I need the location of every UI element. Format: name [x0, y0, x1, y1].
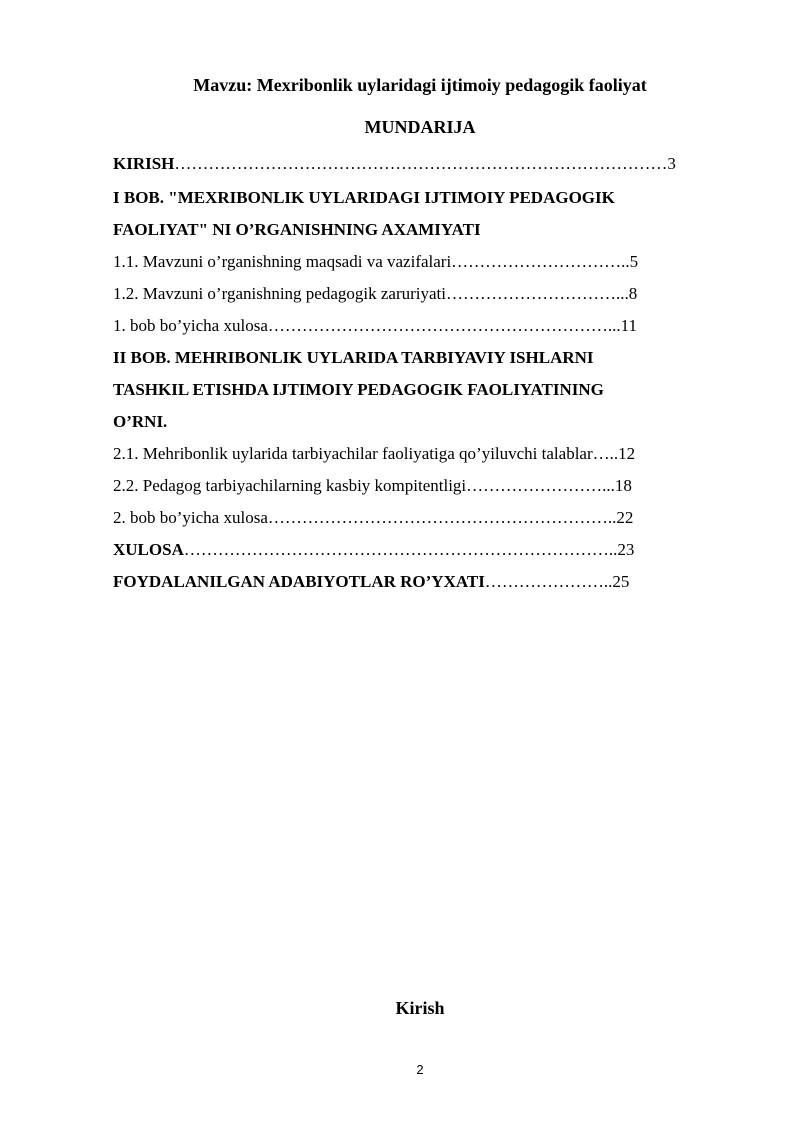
toc-chapter2-title-line2: TASHKIL ETISHDA IJTIMOIY PEDAGOGIK FAOLIYATINING: [113, 380, 604, 399]
toc-chapter1-title-line2: FAOLIYAT" NI O’RGANISHNING AXAMIYATI: [113, 220, 481, 239]
document-topic: Mavzu: Mexribonlik uylaridagi ijtimoiy pedagogik faoliyat: [193, 75, 647, 95]
toc-entry-chapter2-summary: 2. bob bo’yicha xulosa……………………………………………………..22: [113, 508, 634, 527]
toc-entry-2-1: 2.1. Mehribonlik uylarida tarbiyachilar faoliyatiga qo’yiluvchi talablar…..12: [113, 444, 636, 463]
toc-entry-1-1: 1.1. Mavzuni o’rganishning maqsadi va vazifalari…………………………..5: [113, 252, 639, 271]
toc-entry-label: XULOSA: [113, 540, 184, 559]
toc-chapter2-title-line3: O’RNI.: [113, 412, 168, 431]
toc-entry-2-2: 2.2. Pedagog tarbiyachilarning kasbiy kompitentligi……………………...18: [113, 476, 632, 495]
toc-entry-label: FOYDALANILGAN ADABIYOTLAR RO’YXATI: [113, 572, 485, 591]
toc-entry-chapter1-summary: 1. bob bo’yicha xulosa……………………………………………………...11: [113, 316, 637, 335]
toc-entry-leader: …………………………………………………………………..23: [183, 540, 635, 559]
toc-entry-1-2: 1.2. Mavzuni o’rganishning pedagogik zaruriyati…………………………...8: [113, 284, 638, 303]
toc-entry-leader: …………………..25: [484, 572, 630, 591]
toc-chapter2-title-line1: II BOB. MEHRIBONLIK UYLARIDA TARBIYAVIY ISHLARNI: [113, 348, 594, 367]
toc-entry-xulosa: [113, 538, 703, 562]
toc-entry-references: [113, 570, 703, 594]
section-heading-kirish: Kirish: [395, 998, 445, 1018]
toc-title: MUNDARIJA: [364, 117, 476, 137]
page-number: 2: [416, 1062, 424, 1077]
toc-entry-kirish: [113, 152, 703, 176]
toc-entry-label: KIRISH: [113, 154, 175, 173]
toc-entry-leader: ……………………………………………………………………………3: [174, 154, 676, 173]
toc-chapter1-title-line1: I BOB. "MEXRIBONLIK UYLARIDAGI IJTIMOIY PEDAGOGIK: [113, 188, 615, 207]
table-of-contents: [113, 152, 703, 602]
